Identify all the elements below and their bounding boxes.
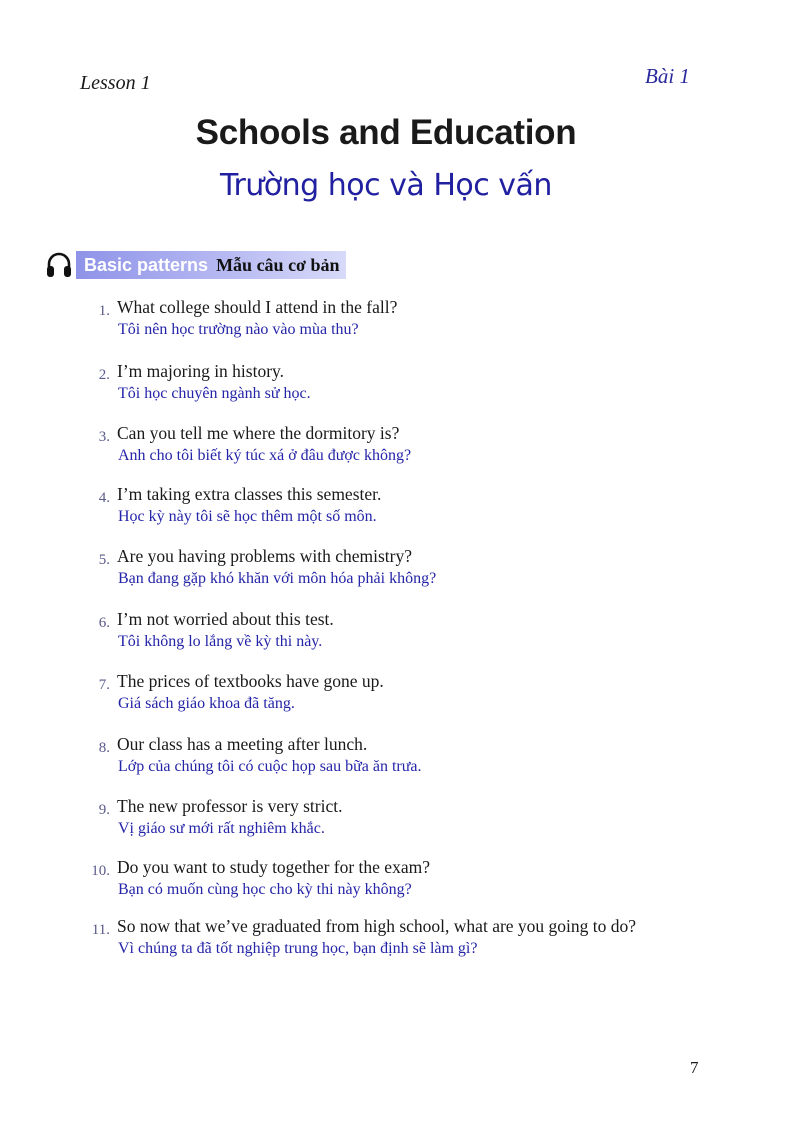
item-number: 5. [98, 552, 110, 568]
item-number: 6. [98, 615, 110, 631]
item-vietnamese: Tôi học chuyên ngành sử học. [118, 385, 311, 402]
page-title-en: Schools and Education [195, 113, 577, 152]
item-english: The new professor is very strict. [117, 796, 343, 816]
section-band [76, 251, 346, 279]
item-number: 9. [98, 802, 110, 818]
item-number: 10. [91, 863, 110, 879]
item-english: Do you want to study together for the exam? [117, 857, 430, 877]
item-english: Are you having problems with chemistry? [117, 546, 413, 566]
item-vietnamese: Giá sách giáo khoa đã tăng. [118, 695, 295, 712]
item-number: 1. [98, 303, 110, 319]
item-number: 8. [98, 740, 110, 756]
item-english: The prices of textbooks have gone up. [117, 671, 384, 691]
item-english: I’m not worried about this test. [117, 609, 334, 629]
item-english: I’m taking extra classes this semester. [117, 484, 382, 504]
item-number: 7. [98, 677, 110, 693]
lesson-label-en: Lesson 1 [80, 72, 151, 94]
item-english: Our class has a meeting after lunch. [117, 734, 368, 754]
item-number: 2. [98, 367, 110, 383]
item-vietnamese: Tôi không lo lắng về kỳ thi này. [118, 633, 323, 650]
item-english: I’m majoring in history. [117, 361, 285, 381]
page-number: 7 [690, 1058, 699, 1077]
item-vietnamese: Vì chúng ta đã tốt nghiệp trung học, bạn định sẽ làm gì? [118, 940, 478, 957]
page-title-vi: Trường học và Học vấn [220, 168, 552, 203]
headphones-icon [44, 250, 74, 280]
item-number: 4. [98, 490, 110, 506]
item-number: 11. [91, 922, 110, 938]
section-header [44, 250, 346, 280]
section-label-vi: Mẫu câu cơ bản [216, 254, 340, 275]
item-vietnamese: Lớp của chúng tôi có cuộc họp sau bữa ăn trưa. [118, 758, 422, 775]
item-vietnamese: Học kỳ này tôi sẽ học thêm một số môn. [118, 508, 377, 525]
item-vietnamese: Bạn đang gặp khó khăn với môn hóa phải không? [118, 570, 437, 587]
item-vietnamese: Anh cho tôi biết ký túc xá ở đâu được không? [118, 447, 412, 464]
item-number: 3. [98, 429, 110, 445]
item-english: Can you tell me where the dormitory is? [117, 423, 400, 443]
item-vietnamese: Bạn có muốn cùng học cho kỳ thi này không? [118, 881, 412, 898]
item-english: What college should I attend in the fall? [117, 297, 398, 317]
item-vietnamese: Tôi nên học trường nào vào mùa thu? [118, 321, 359, 338]
item-english: So now that we’ve graduated from high school, what are you going to do? [117, 916, 637, 936]
lesson-label-vi: Bài 1 [645, 64, 690, 88]
section-label-en: Basic patterns [84, 254, 209, 275]
item-vietnamese: Vị giáo sư mới rất nghiêm khắc. [118, 820, 325, 837]
